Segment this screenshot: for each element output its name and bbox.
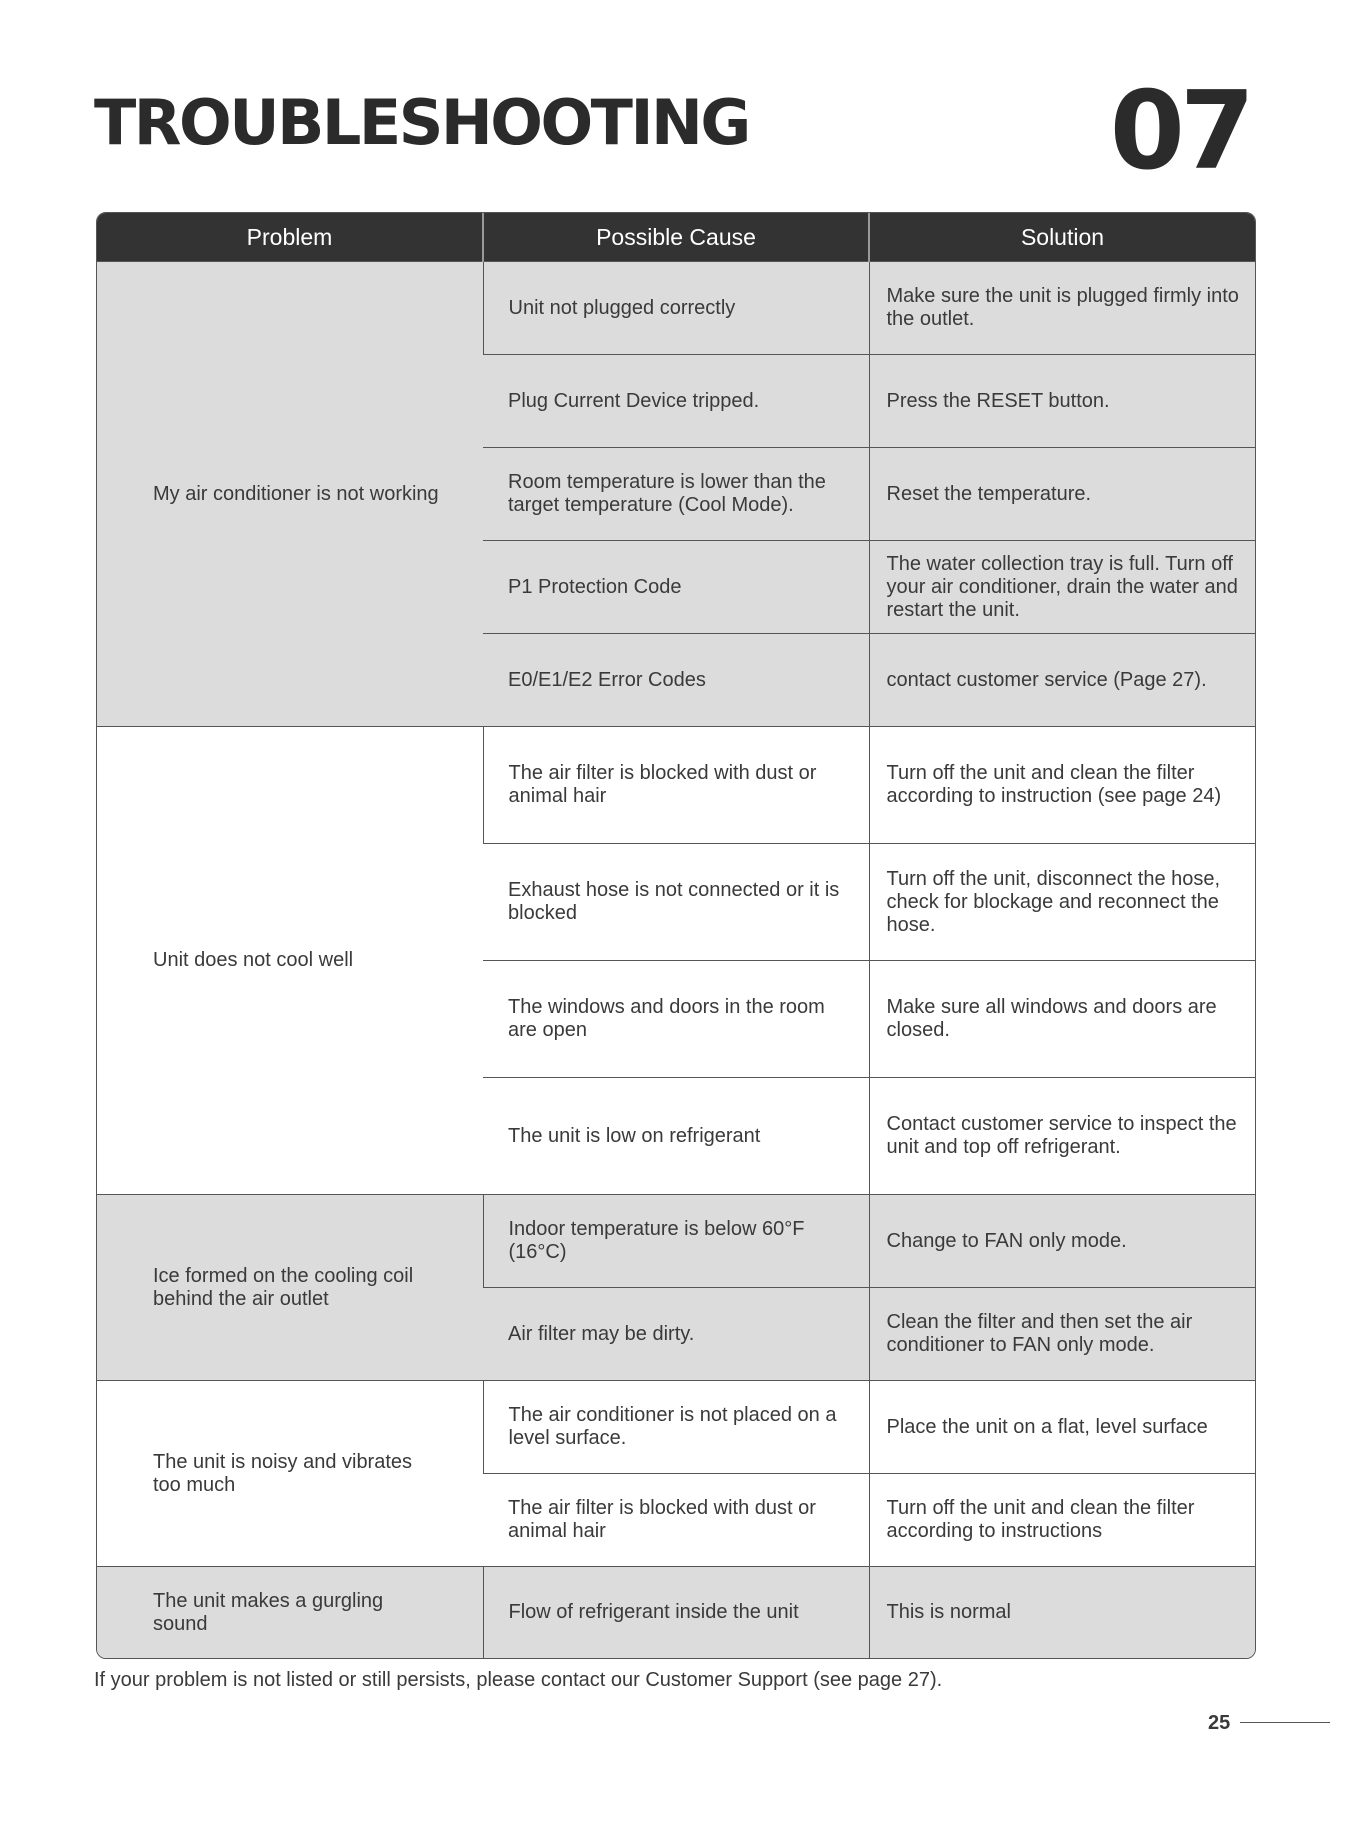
cause-cell: The air filter is blocked with dust or animal hair [483,727,869,844]
problem-group-ice [97,1195,1255,1381]
cause-cell: The unit is low on refrigerant [483,1078,869,1195]
table-row [97,1381,1255,1474]
problem-cell: Ice formed on the cooling coil behind the air outlet [97,1195,483,1381]
cause-cell: The windows and doors in the room are open [483,961,869,1078]
cause-cell: Unit not plugged correctly [483,262,869,355]
cause-cell: Indoor temperature is below 60°F (16°C) [483,1195,869,1288]
solution-cell: Turn off the unit and clean the filter according to instruction (see page 24) [869,727,1255,844]
solution-cell: This is normal [869,1567,1255,1659]
chapter-number: 07 [1109,69,1250,194]
cause-cell: The air conditioner is not placed on a level surface. [483,1381,869,1474]
problem-group-gurgling [97,1567,1255,1659]
cause-cell: E0/E1/E2 Error Codes [483,634,869,727]
problem-group-not-cool [97,727,1255,1195]
solution-cell: Make sure the unit is plugged firmly into the outlet. [869,262,1255,355]
solution-cell: Place the unit on a flat, level surface [869,1381,1255,1474]
cause-cell: The air filter is blocked with dust or animal hair [483,1474,869,1567]
cause-cell: Air filter may be dirty. [483,1288,869,1381]
problem-cell: My air conditioner is not working [97,262,483,727]
solution-cell: Turn off the unit, disconnect the hose, check for blockage and reconnect the hose. [869,844,1255,961]
column-header-problem: Problem [97,213,483,262]
table-row [97,262,1255,355]
solution-cell: contact customer service (Page 27). [869,634,1255,727]
column-header-solution: Solution [869,213,1255,262]
page-title: TROUBLESHOOTING [94,86,749,159]
cause-cell: P1 Protection Code [483,541,869,634]
problem-group-not-working [97,262,1255,727]
page-number-rule [1240,1722,1330,1723]
solution-cell: Make sure all windows and doors are closed. [869,961,1255,1078]
problem-cell: The unit makes a gurgling sound [97,1567,483,1659]
solution-cell: The water collection tray is full. Turn off your air conditioner, drain the water and restart the unit. [869,541,1255,634]
page-number: 25 [1208,1712,1231,1734]
cause-cell: Room temperature is lower than the target temperature (Cool Mode). [483,448,869,541]
troubleshooting-table [96,212,1256,1659]
table-row [97,727,1255,844]
cause-cell: Flow of refrigerant inside the unit [483,1567,869,1659]
problem-cell: The unit is noisy and vibrates too much [97,1381,483,1567]
problem-cell: Unit does not cool well [97,727,483,1195]
footer-note: If your problem is not listed or still persists, please contact our Customer Support (see page 27). [94,1669,943,1691]
column-header-possible-cause: Possible Cause [483,213,869,262]
cause-cell: Plug Current Device tripped. [483,355,869,448]
solution-cell: Turn off the unit and clean the filter according to instructions [869,1474,1255,1567]
table-row [97,1195,1255,1288]
solution-cell: Clean the filter and then set the air conditioner to FAN only mode. [869,1288,1255,1381]
solution-cell: Change to FAN only mode. [869,1195,1255,1288]
solution-cell: Press the RESET button. [869,355,1255,448]
solution-cell: Reset the temperature. [869,448,1255,541]
problem-group-noisy [97,1381,1255,1567]
cause-cell: Exhaust hose is not connected or it is blocked [483,844,869,961]
table-header-row [97,213,1255,262]
solution-cell: Contact customer service to inspect the unit and top off refrigerant. [869,1078,1255,1195]
table-row [97,1567,1255,1659]
